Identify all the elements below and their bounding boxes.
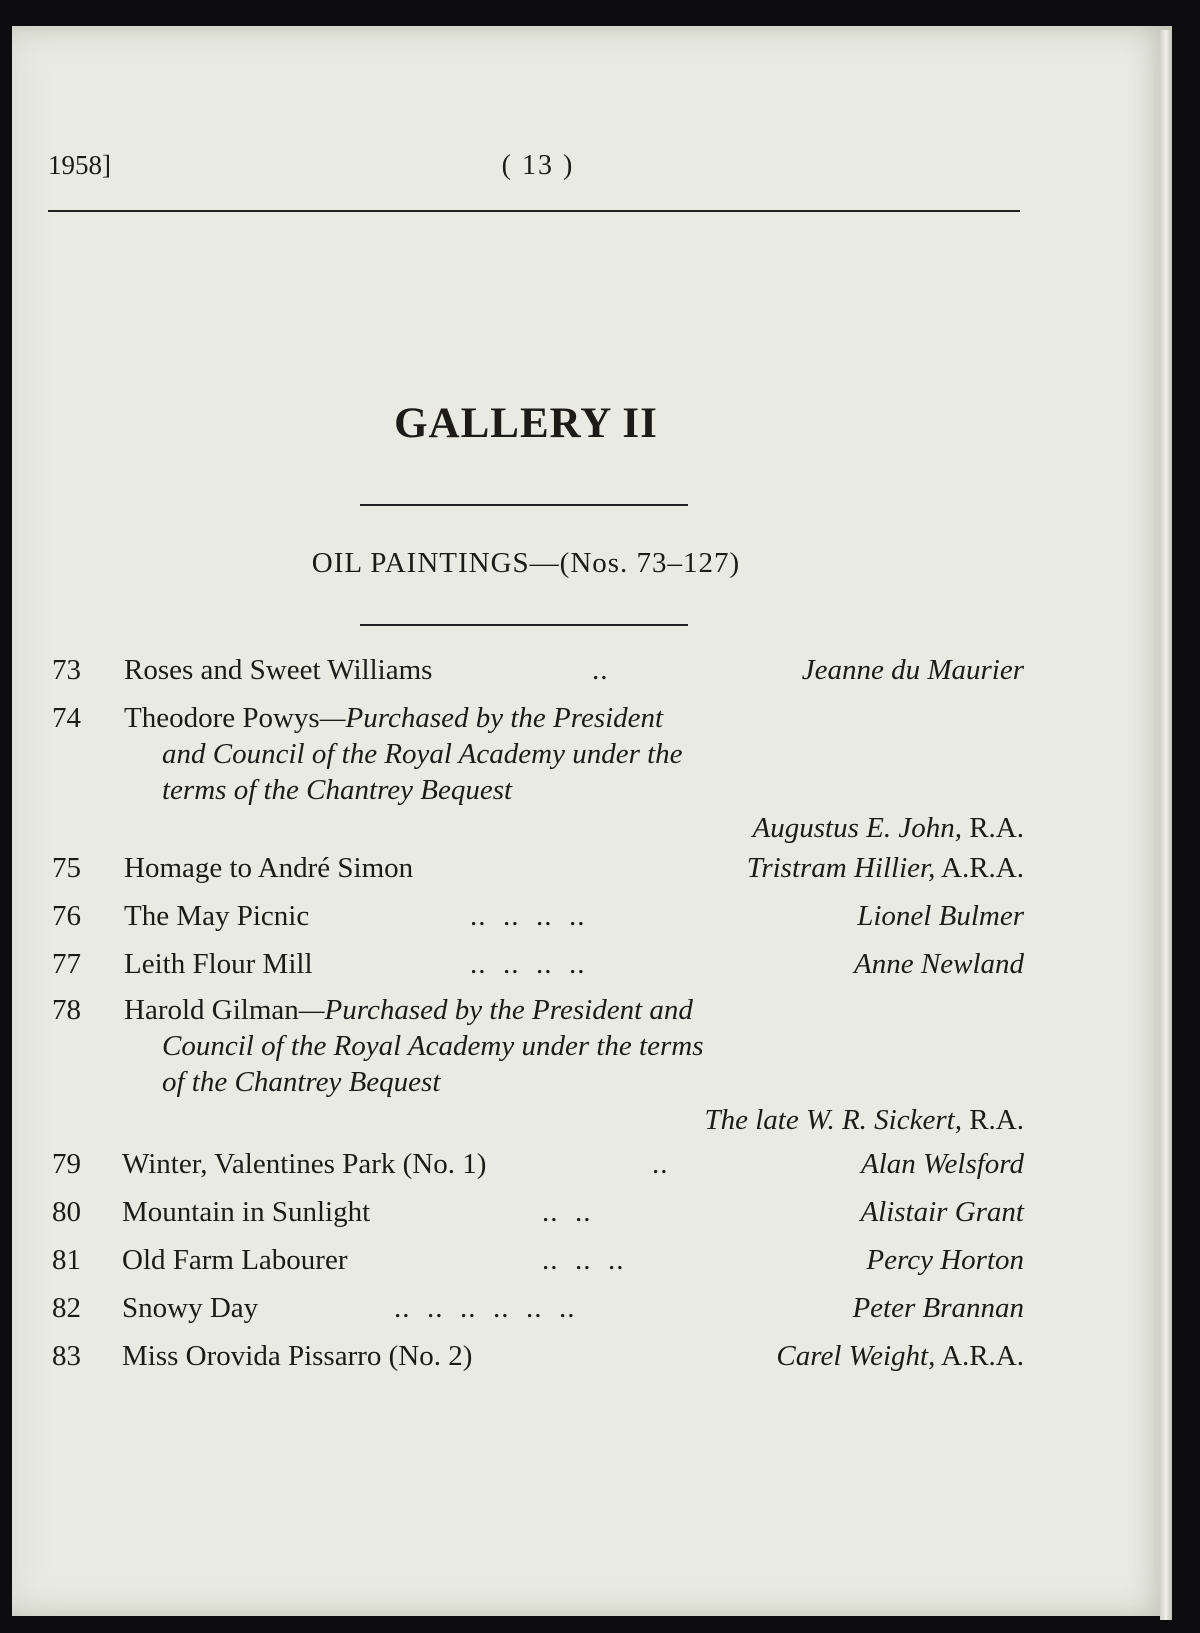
entry-artist — [854, 948, 1024, 981]
header-year: 1958] — [48, 150, 111, 180]
entry-number: 82 — [52, 1292, 81, 1324]
entry-title: Mountain in Sunlight — [122, 1196, 371, 1228]
entry-artist — [866, 1244, 1024, 1277]
leader-dots: .. — [652, 1148, 669, 1180]
leader-dots: .. .. .. .. — [470, 900, 586, 932]
entry-artist — [857, 900, 1024, 933]
leader-dots: .. .. .. — [542, 1244, 625, 1276]
entry-number: 79 — [52, 1148, 81, 1180]
page-edge — [1160, 30, 1172, 1620]
purchase-note-line-1: —Purchased by the President and — [298, 994, 693, 1026]
purchase-note-line-2: and Council of the Royal Academy under the — [162, 738, 683, 770]
purchase-note-line-2: Council of the Royal Academy under the terms — [162, 1030, 704, 1062]
entry-number: 78 — [52, 994, 81, 1026]
entry-title: Homage to André Simon — [124, 852, 414, 884]
artist-suffix: A.R.A. — [935, 1340, 1024, 1372]
entry-title: The May Picnic — [124, 900, 310, 932]
entry-title — [124, 702, 663, 735]
catalogue-entry-74 — [52, 702, 1024, 862]
catalogue-entry-82 — [52, 1292, 1024, 1328]
entry-number: 80 — [52, 1196, 81, 1228]
title-rule-upper — [360, 504, 688, 506]
entry-artist — [776, 1340, 1024, 1373]
purchase-note-line-3: of the Chantrey Bequest — [162, 1066, 441, 1098]
catalogue-entry-83 — [52, 1340, 1024, 1376]
artist-name: Alan Welsford — [861, 1148, 1024, 1180]
entry-title: Roses and Sweet Williams — [124, 654, 433, 686]
entry-artist — [747, 852, 1024, 885]
artist-name: Peter Brannan — [852, 1292, 1024, 1324]
artist-name: Augustus E. John, — [752, 812, 962, 844]
artist-suffix: A.R.A. — [935, 852, 1024, 884]
artist-name: Carel Weight, — [776, 1340, 936, 1372]
entry-title: Leith Flour Mill — [124, 948, 313, 980]
entry-title: Snowy Day — [122, 1292, 259, 1324]
entry-artist — [860, 1196, 1024, 1229]
catalogue-entry-77 — [52, 948, 1024, 984]
purchase-note-line-1: —Purchased by the President — [319, 702, 664, 734]
artist-name: Tristram Hillier, — [746, 852, 936, 884]
entry-number: 81 — [52, 1244, 81, 1276]
catalogue-entry-81 — [52, 1244, 1024, 1280]
page-number: ( 13 ) — [501, 150, 575, 181]
entry-number: 83 — [52, 1340, 81, 1372]
entry-title: Winter, Valentines Park (No. 1) — [122, 1148, 487, 1180]
entry-title — [124, 994, 693, 1027]
entry-artist — [802, 654, 1024, 687]
entry-artist — [852, 1292, 1024, 1325]
purchase-note-line-3: terms of the Chantrey Bequest — [162, 774, 513, 806]
artist-name: Percy Horton — [866, 1244, 1024, 1276]
entry-title: Old Farm Labourer — [122, 1244, 348, 1276]
leader-dots: .. .. — [542, 1196, 592, 1228]
artist-name: Jeanne du Maurier — [801, 654, 1024, 686]
entry-title-text: Theodore Powys — [124, 702, 320, 734]
catalogue-entry-78 — [52, 994, 1024, 1154]
header-rule — [48, 210, 1020, 212]
artist-suffix: R.A. — [961, 1104, 1024, 1136]
entry-artist — [753, 812, 1024, 845]
entry-artist — [861, 1148, 1024, 1181]
catalogue-entry-73 — [52, 654, 1024, 690]
catalogue-entry-80 — [52, 1196, 1024, 1232]
entry-title-text: Harold Gilman — [124, 994, 299, 1026]
leader-dots: .. — [592, 654, 609, 686]
entry-number: 75 — [52, 852, 81, 884]
entry-artist — [704, 1104, 1024, 1137]
catalogue-entry-75 — [52, 852, 1024, 888]
entry-number: 76 — [52, 900, 81, 932]
section-title: OIL PAINTINGS—(Nos. 73–127) — [311, 547, 741, 579]
title-rule-lower — [360, 624, 688, 626]
catalogue-entry-76 — [52, 900, 1024, 936]
artist-name: Alistair Grant — [860, 1196, 1024, 1228]
artist-name: Lionel Bulmer — [857, 900, 1024, 932]
entry-number: 73 — [52, 654, 81, 686]
artist-suffix: R.A. — [961, 812, 1024, 844]
artist-name: The late W. R. Sickert, — [704, 1104, 962, 1136]
catalogue-entry-79 — [52, 1148, 1024, 1184]
entry-number: 74 — [52, 702, 81, 734]
catalogue-page — [12, 26, 1172, 1616]
gallery-title: GALLERY II — [394, 400, 658, 447]
leader-dots: .. .. .. .. — [470, 948, 586, 980]
entry-number: 77 — [52, 948, 81, 980]
entry-title: Miss Orovida Pissarro (No. 2) — [122, 1340, 473, 1372]
running-head — [48, 150, 1020, 190]
artist-name: Anne Newland — [854, 948, 1024, 980]
leader-dots: .. .. .. .. .. .. — [394, 1292, 576, 1324]
